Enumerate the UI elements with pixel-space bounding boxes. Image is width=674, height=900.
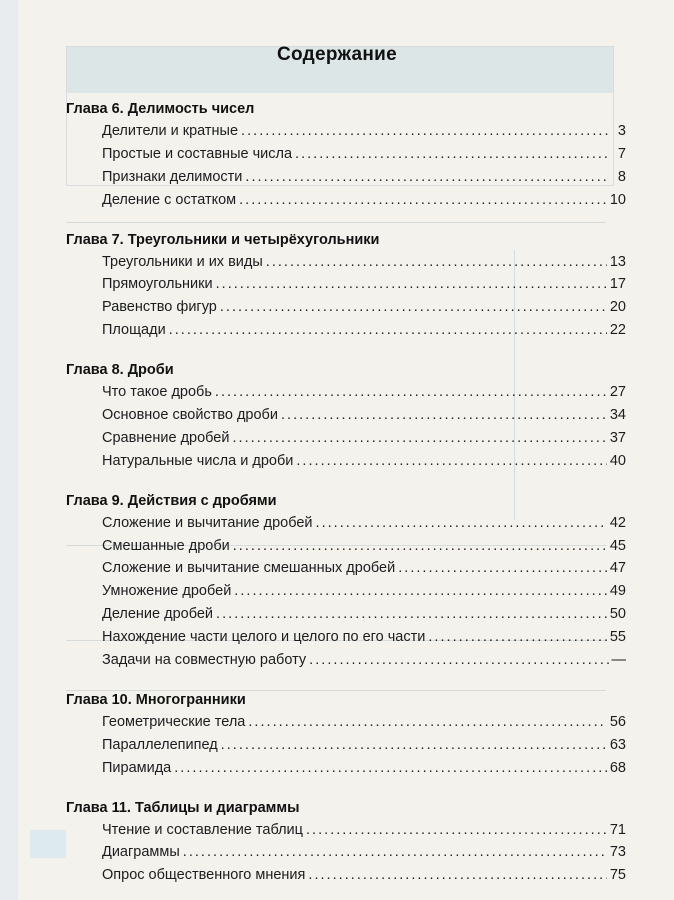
toc-entry-label: Диаграммы bbox=[102, 844, 180, 861]
toc-entry-label: Сложение и вычитание дробей bbox=[102, 514, 313, 531]
toc-entry-label: Пирамида bbox=[102, 759, 172, 776]
bleed-through-page-tab bbox=[30, 830, 66, 858]
toc-entry[interactable] bbox=[66, 557, 626, 580]
toc-entry-page: 8 bbox=[617, 168, 626, 185]
toc-entry-label: Параллелепипед bbox=[102, 736, 218, 753]
toc-entry-page: 3 bbox=[617, 123, 626, 139]
chapter-section bbox=[66, 359, 626, 473]
chapter-title: Глава 10. Многогранники bbox=[66, 691, 246, 708]
dot-leader bbox=[234, 580, 607, 603]
toc-entry-label: Натуральные числа и дроби bbox=[102, 452, 294, 469]
toc-entry-label: Треугольники и их виды bbox=[102, 253, 263, 270]
toc-entry[interactable] bbox=[66, 404, 626, 427]
toc-entry[interactable] bbox=[66, 626, 626, 649]
toc-entry-page: 13 bbox=[609, 253, 626, 270]
toc-entry-page: 50 bbox=[609, 606, 626, 623]
toc-entry[interactable] bbox=[66, 166, 626, 189]
dot-leader bbox=[266, 251, 607, 274]
chapter-title: Глава 8. Дроби bbox=[66, 362, 174, 379]
toc-entry-page: 73 bbox=[609, 844, 626, 861]
toc-entry-label: Что такое дробь bbox=[102, 384, 212, 401]
toc-entry[interactable] bbox=[66, 711, 626, 734]
toc-entry-label: Сравнение дробей bbox=[102, 429, 230, 446]
toc-entry-label: Простые и составные числа bbox=[102, 145, 293, 162]
toc-entry-label: Площади bbox=[102, 322, 166, 339]
toc-entry-label: Умножение дробей bbox=[102, 583, 232, 600]
toc-entry-page: 56 bbox=[609, 713, 626, 730]
toc-entry-label: Чтение и составление таблиц bbox=[102, 821, 303, 838]
toc-entry[interactable] bbox=[66, 819, 626, 842]
chapter-section bbox=[66, 98, 626, 212]
dot-leader bbox=[316, 512, 607, 535]
toc-entry[interactable] bbox=[66, 603, 626, 626]
toc-entry-page: — bbox=[611, 652, 626, 669]
toc-entry-page: 37 bbox=[609, 429, 626, 446]
toc-entry[interactable] bbox=[66, 649, 626, 672]
toc-entry-page: 10 bbox=[609, 191, 626, 208]
toc-entry-label: Смешанные дроби bbox=[102, 537, 230, 554]
dot-leader bbox=[428, 626, 607, 649]
toc-entry-page: 34 bbox=[609, 407, 626, 424]
toc-entry-page: 20 bbox=[609, 299, 626, 316]
toc-entry-page: 17 bbox=[609, 276, 626, 293]
dot-leader bbox=[174, 757, 607, 780]
toc-entry-page: 45 bbox=[609, 537, 626, 554]
toc-entry-page: 55 bbox=[609, 629, 626, 646]
toc-entry-label: Деление с остатком bbox=[102, 191, 237, 208]
toc-entry[interactable] bbox=[66, 864, 626, 887]
toc-entry[interactable] bbox=[66, 273, 626, 296]
dot-leader bbox=[281, 404, 607, 427]
toc-entry-label: Признаки делимости bbox=[102, 168, 243, 185]
toc-entry[interactable] bbox=[66, 296, 626, 319]
toc-entry-label: Деление дробей bbox=[102, 606, 214, 623]
toc-entry-label: Основное свойство дроби bbox=[102, 407, 278, 424]
dot-leader bbox=[216, 603, 607, 626]
dot-leader bbox=[306, 819, 607, 842]
dot-leader bbox=[308, 864, 606, 887]
toc-entry[interactable] bbox=[66, 319, 626, 342]
page-title: Содержание bbox=[276, 44, 398, 65]
toc-entry-page: 63 bbox=[609, 736, 626, 753]
toc-entry[interactable] bbox=[66, 535, 626, 558]
table-of-contents bbox=[66, 98, 626, 900]
dot-leader bbox=[216, 273, 607, 296]
chapter-section bbox=[66, 689, 626, 780]
toc-entry-label: Прямоугольники bbox=[102, 276, 213, 293]
toc-entry-page: 7 bbox=[617, 145, 626, 162]
chapter-title: Глава 6. Делимость чисел bbox=[66, 101, 255, 117]
chapter-section bbox=[66, 797, 626, 888]
dot-leader bbox=[248, 711, 607, 734]
toc-entry[interactable] bbox=[66, 841, 626, 864]
chapter-title: Глава 9. Действия с дробями bbox=[66, 492, 277, 509]
toc-entry-page: 42 bbox=[609, 514, 626, 531]
dot-leader bbox=[183, 841, 607, 864]
toc-entry[interactable] bbox=[66, 381, 626, 404]
page-edge bbox=[0, 0, 18, 900]
dot-leader bbox=[220, 296, 607, 319]
dot-leader bbox=[241, 120, 609, 143]
chapter-section bbox=[66, 229, 626, 343]
dot-leader bbox=[245, 166, 609, 189]
toc-entry[interactable] bbox=[66, 251, 626, 274]
toc-entry-label: Равенство фигур bbox=[102, 299, 217, 316]
toc-entry[interactable] bbox=[66, 143, 626, 166]
toc-entry[interactable] bbox=[66, 450, 626, 473]
chapter-title: Глава 7. Треугольники и четырёхугольники bbox=[66, 231, 380, 248]
dot-leader bbox=[296, 450, 607, 473]
toc-entry-page: 75 bbox=[609, 867, 626, 884]
toc-entry[interactable] bbox=[66, 120, 626, 143]
chapter-title: Глава 11. Таблицы и диаграммы bbox=[66, 799, 300, 816]
toc-entry[interactable] bbox=[66, 512, 626, 535]
dot-leader bbox=[233, 535, 607, 558]
dot-leader bbox=[309, 649, 608, 672]
dot-leader bbox=[398, 557, 607, 580]
dot-leader bbox=[169, 319, 607, 342]
toc-entry-label: Делители и кратные bbox=[102, 123, 239, 139]
toc-entry-page: 71 bbox=[609, 821, 626, 838]
toc-entry-label: Нахождение части целого и целого по его части bbox=[102, 629, 426, 646]
dot-leader bbox=[295, 143, 609, 166]
dot-leader bbox=[215, 381, 607, 404]
toc-entry-page: 40 bbox=[609, 452, 626, 469]
chapter-section bbox=[66, 490, 626, 672]
toc-entry[interactable] bbox=[66, 427, 626, 450]
toc-entry[interactable] bbox=[66, 580, 626, 603]
toc-entry-label: Геометрические тела bbox=[102, 713, 246, 730]
toc-entry-page: 47 bbox=[609, 560, 626, 577]
toc-entry-page: 68 bbox=[609, 759, 626, 776]
toc-entry-label: Сложение и вычитание смешанных дробей bbox=[102, 560, 396, 577]
toc-entry[interactable] bbox=[66, 757, 626, 780]
toc-entry-label: Опрос общественного мнения bbox=[102, 867, 306, 884]
dot-leader bbox=[232, 427, 606, 450]
toc-entry-label: Задачи на совместную работу bbox=[102, 652, 307, 669]
toc-entry-page: 27 bbox=[609, 384, 626, 401]
toc-entry[interactable] bbox=[66, 734, 626, 757]
toc-entry-page: 22 bbox=[609, 322, 626, 339]
dot-leader bbox=[221, 734, 607, 757]
toc-entry[interactable] bbox=[66, 189, 626, 212]
dot-leader bbox=[239, 189, 607, 212]
toc-entry-page: 49 bbox=[609, 583, 626, 600]
